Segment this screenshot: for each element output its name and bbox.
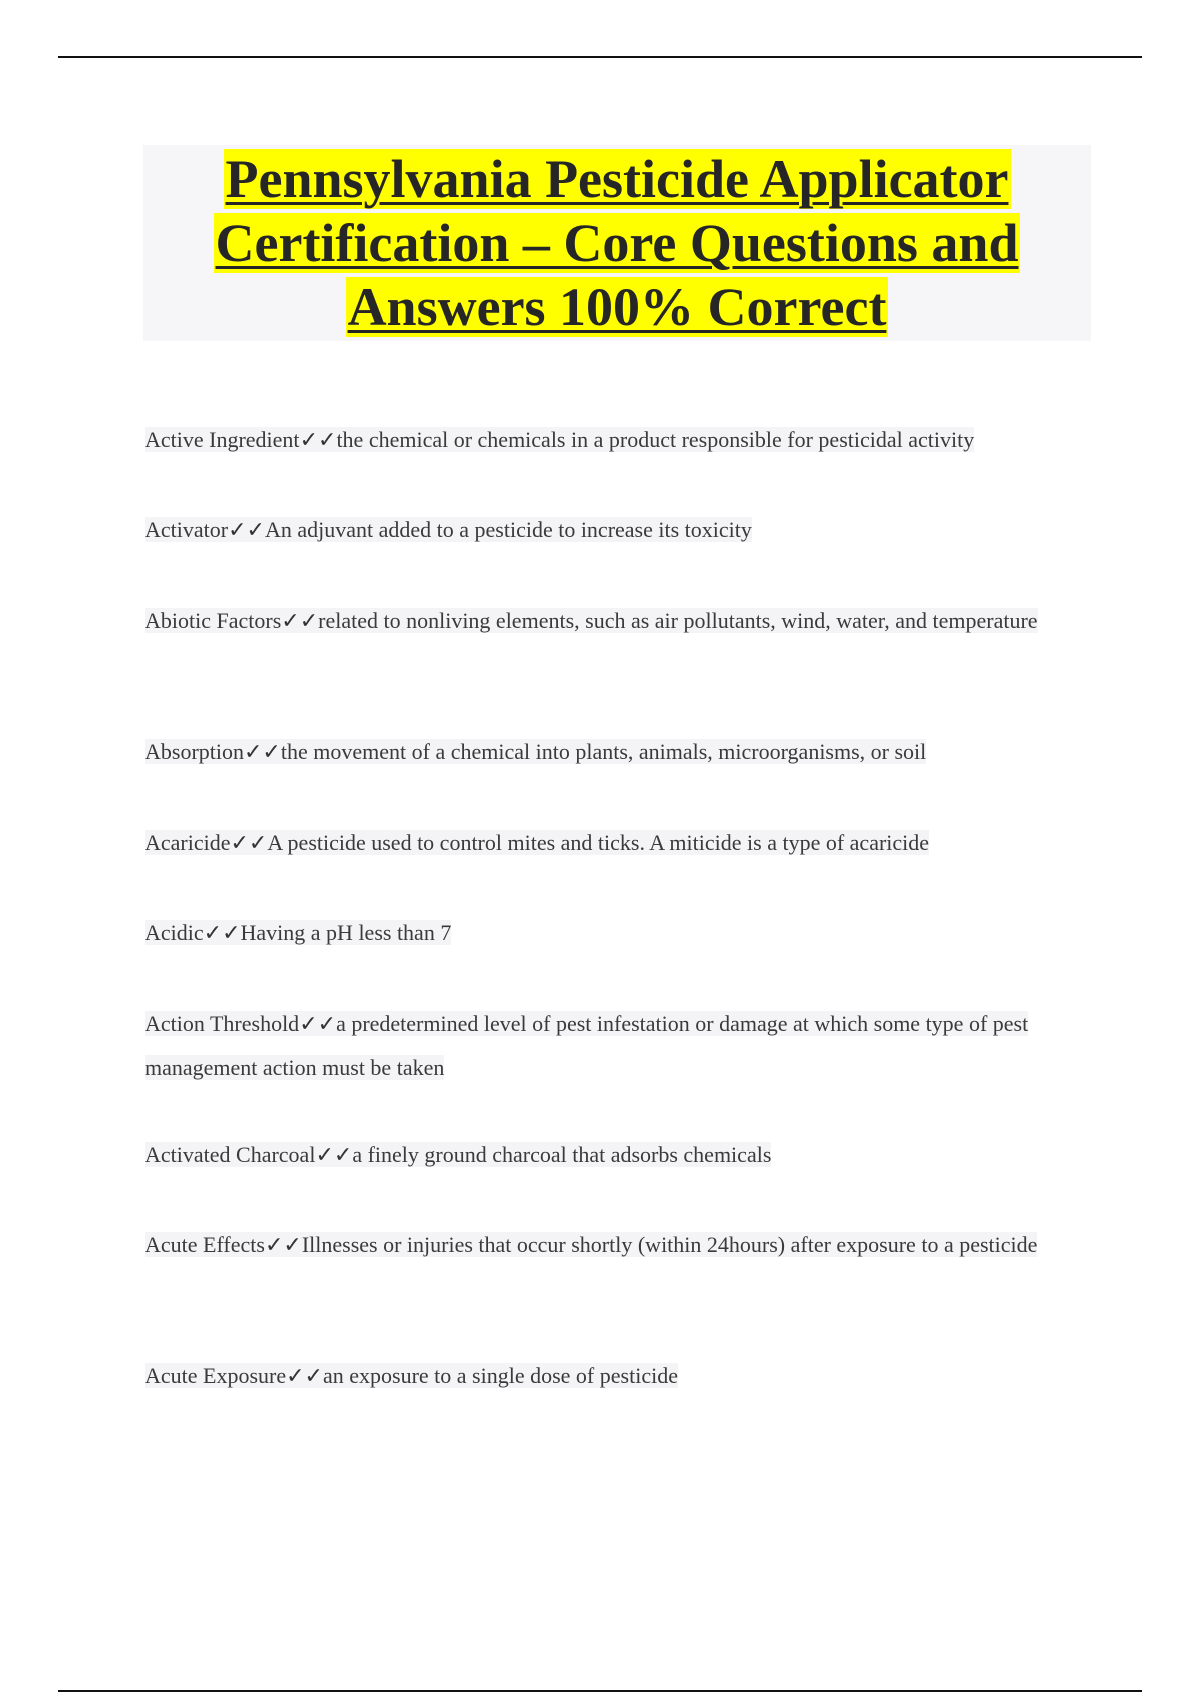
glossary-entry	[145, 821, 1075, 865]
bottom-rule	[58, 1690, 1142, 1692]
entry-term: Acute Effects	[145, 1232, 265, 1257]
glossary-entry	[145, 508, 1075, 552]
entry-definition: a predetermined level of pest infestation or damage at which some type of pest management action must be taken	[145, 1011, 1029, 1080]
entry-term: Acaricide	[145, 830, 231, 855]
glossary-entry	[145, 1354, 1075, 1398]
entry-term: Action Threshold	[145, 1011, 300, 1036]
entry-term: Acidic	[145, 920, 204, 945]
entry-definition: An adjuvant added to a pesticide to increase its toxicity	[264, 517, 752, 542]
double-check-icon: ✓✓	[203, 920, 241, 945]
double-check-icon: ✓✓	[264, 1232, 302, 1257]
entry-definition: the movement of a chemical into plants, animals, microorganisms, or soil	[280, 739, 927, 764]
glossary-entry	[145, 1133, 1075, 1177]
entry-term: Activator	[145, 517, 229, 542]
title-line-1: Pennsylvania Pesticide Applicator	[225, 149, 1009, 209]
double-check-icon: ✓✓	[286, 1363, 323, 1388]
entry-definition: the chemical or chemicals in a product responsible for pesticidal activity	[336, 427, 975, 452]
double-check-icon: ✓✓	[230, 830, 268, 855]
entry-term: Absorption	[145, 739, 244, 764]
glossary-entry	[145, 911, 1075, 955]
double-check-icon: ✓✓	[281, 608, 319, 633]
glossary-entry	[145, 730, 1075, 774]
glossary-entry	[145, 599, 1075, 643]
title-line-2: Certification – Core Questions and	[215, 213, 1019, 273]
entry-definition: A pesticide used to control mites and ticks. A miticide is a type of acaricide	[267, 830, 930, 855]
entry-definition: a finely ground charcoal that adsorbs chemicals	[352, 1142, 772, 1167]
entry-definition: Having a pH less than 7	[240, 920, 452, 945]
title-block	[143, 145, 1091, 341]
entry-definition: Illnesses or injuries that occur shortly (within 24hours) after exposure to a pesticide	[301, 1232, 1038, 1257]
double-check-icon: ✓✓	[299, 1011, 337, 1036]
double-check-icon: ✓✓	[228, 517, 265, 542]
glossary-entry	[145, 418, 1075, 462]
title-line-3: Answers 100% Correct	[347, 277, 887, 337]
entry-term: Abiotic Factors	[145, 608, 282, 633]
glossary-entry	[145, 1002, 1075, 1090]
glossary-entry	[145, 1223, 1075, 1267]
double-check-icon: ✓✓	[315, 1142, 353, 1167]
top-rule	[58, 56, 1142, 58]
entry-definition: related to nonliving elements, such as air pollutants, wind, water, and temperature	[318, 608, 1038, 633]
double-check-icon: ✓✓	[299, 427, 337, 452]
entry-definition: an exposure to a single dose of pesticide	[323, 1363, 678, 1388]
double-check-icon: ✓✓	[244, 739, 281, 764]
entry-term: Active Ingredient	[145, 427, 300, 452]
entry-term: Acute Exposure	[145, 1363, 287, 1388]
document-title	[214, 147, 1021, 339]
entry-term: Activated Charcoal	[145, 1142, 316, 1167]
